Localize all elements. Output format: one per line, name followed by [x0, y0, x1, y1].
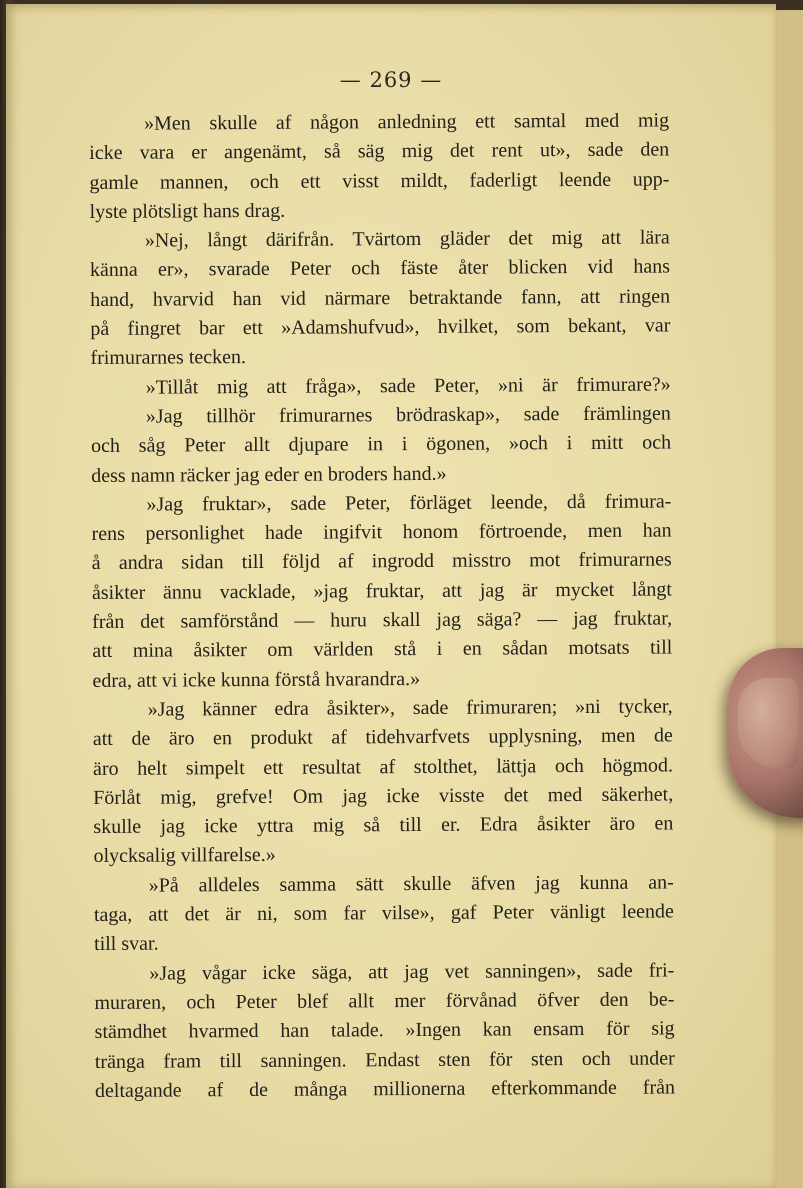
text-line: känna er», svarade Peter och fäste åter blicken vid hans	[89, 255, 671, 282]
text-line: muraren, och Peter blef allt mer förvånad öfver den be-	[94, 988, 675, 1014]
text-line: och såg Peter allt djupare in i ögonen, »och i mitt och	[90, 431, 672, 458]
text-line: »Jag fruktar», sade Peter, förläget leende, då frimura-	[146, 490, 672, 516]
text-line: rens personlighet hade ingifvit honom förtroende, men han	[91, 519, 672, 546]
text-line: dess namn räcker jag eder en broders hand.»	[91, 462, 447, 487]
text-line: lyste plötsligt hans drag.	[89, 199, 286, 223]
text-line: tränga fram till sanningen. Endast sten för sten och under	[94, 1046, 675, 1073]
text-line: »Jag tillhör frimurarnes brödraskap», sade främlingen	[145, 402, 671, 428]
text-line: olycksalig villfarelse.»	[93, 844, 276, 868]
text-line: icke vara er angenämt, så säg mig det rent ut», sade den	[89, 138, 670, 165]
text-line: frimurarnes tecken.	[90, 346, 247, 370]
text-line: på fingret bar ett »Adamshufvud», hvilket, som bekant, var	[90, 314, 671, 341]
text-line: å andra sidan till följd af ingrodd misstro mot frimurarnes	[91, 548, 672, 575]
text-line: »Jag vågar icke säga, att jag vet sanningen», sade fri-	[149, 959, 675, 985]
book-page	[6, 4, 776, 1188]
text-line: hand, hvarvid han vid närmare betraktande fann, att ringen	[90, 285, 671, 311]
text-line: gamle mannen, och ett visst mildt, faderligt leende upp-	[89, 168, 670, 194]
text-line: edra, att vi icke kunna förstå hvarandra.»	[92, 667, 421, 692]
page-number: — 269 —	[339, 68, 443, 92]
text-line: till svar.	[94, 932, 159, 956]
text-line: deltagande af de många millionerna efterkommande från	[94, 1076, 676, 1102]
text-line: att de äro en produkt af tidehvarfvets upplysning, men de	[92, 724, 673, 751]
text-line: »Men skulle af någon anledning ett samtal med mig	[144, 109, 670, 135]
text-line: stämdhet hvarmed han talade. »Ingen kan ensam för sig	[94, 1017, 675, 1044]
text-line: »Jag känner edra åsikter», sade frimuraren; »ni tycker,	[147, 695, 673, 721]
text-line: »På alldeles samma sätt skulle äfven jag kunna an-	[148, 871, 674, 897]
text-line: »Tillåt mig att fråga», sade Peter, »ni är frimurare?»	[145, 373, 671, 399]
text-line: »Nej, långt därifrån. Tvärtom gläder det mig att lära	[144, 226, 670, 252]
thumbnail-highlight	[738, 678, 798, 768]
text-line: Förlåt mig, grefve! Om jag icke visste det med säkerhet,	[93, 783, 674, 809]
text-line: skulle jag icke yttra mig så till er. Edra åsikter äro en	[93, 812, 674, 839]
text-line: att mina åsikter om världen stå i en sådan motsats till	[92, 636, 673, 663]
text-line: åsikter ännu vacklade, »jag fruktar, att jag är mycket långt	[91, 578, 673, 604]
body-text	[89, 106, 675, 1106]
text-line: taga, att det är ni, som far vilse», gaf Peter vänligt leende	[93, 900, 674, 927]
text-line: från det samförstånd — huru skall jag säga? — jag fruktar,	[92, 607, 673, 634]
text-line: äro helt simpelt ett resultat af stolthet, lättja och högmod.	[92, 753, 674, 780]
